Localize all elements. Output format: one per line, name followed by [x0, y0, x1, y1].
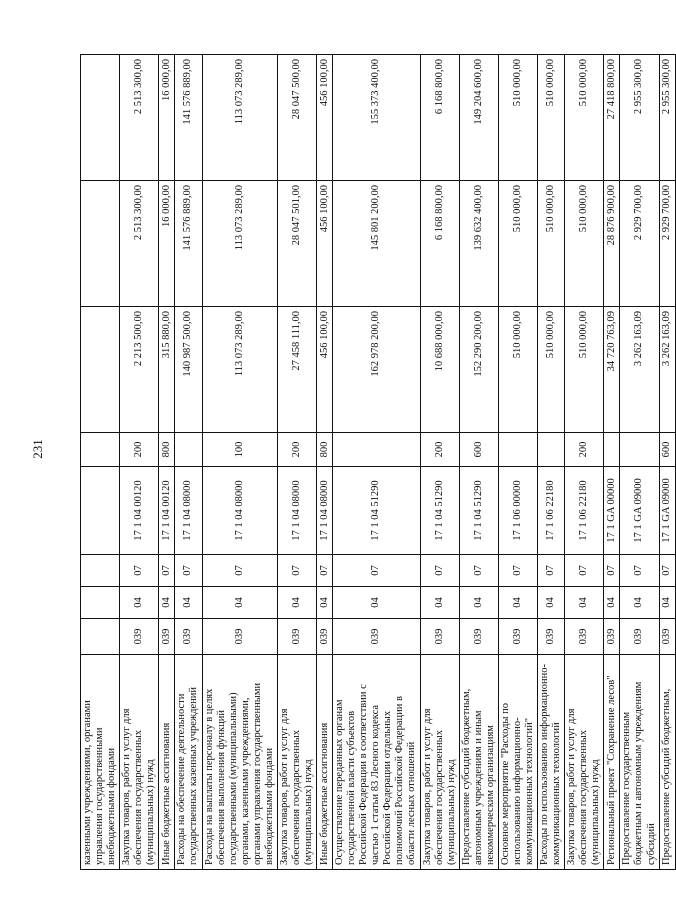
table-cell: [81, 619, 120, 655]
table-cell-amount: 140 987 500,00: [175, 307, 202, 433]
table-cell-amount: 2 513 300,00: [120, 55, 159, 181]
table-cell-amount: 2 955 300,00: [659, 55, 675, 181]
table-cell-amount: 10 688 000,00: [420, 307, 459, 433]
table-row: [659, 55, 675, 870]
table-cell: [81, 433, 120, 467]
table-cell-amount: 113 073 289,00: [202, 307, 277, 433]
table-cell-target: 17 1 GA 00000: [604, 467, 620, 555]
table-cell-section: 04: [538, 587, 565, 619]
table-cell-amount: 28 876 900,00: [604, 181, 620, 307]
table-cell-amount: 510 000,00: [538, 55, 565, 181]
table-cell-type: [604, 433, 620, 467]
table-cell-target: 17 1 04 08000: [202, 467, 277, 555]
table-cell: [81, 555, 120, 587]
table-cell-section: 04: [333, 587, 420, 619]
table-cell-name: Иные бюджетные ассигнования: [159, 655, 175, 870]
table-cell-amount: 510 000,00: [498, 181, 537, 307]
table-cell-amount: 510 000,00: [498, 55, 537, 181]
table-cell-code: 039: [317, 619, 333, 655]
table-cell-amount: 510 000,00: [538, 307, 565, 433]
table-row: [333, 55, 420, 870]
table-cell-section: 04: [317, 587, 333, 619]
table-cell-subsection: 07: [659, 555, 675, 587]
table-cell-section: 04: [120, 587, 159, 619]
table-cell-code: 039: [333, 619, 420, 655]
table-cell-amount: 141 576 889,00: [175, 55, 202, 181]
table-cell-amount: 16 000,00: [159, 55, 175, 181]
table-row: [538, 55, 565, 870]
table-row: [498, 55, 537, 870]
table-cell-amount: 3 262 163,09: [659, 307, 675, 433]
table-cell-type: [175, 433, 202, 467]
table-row: [175, 55, 202, 870]
table-cell-amount: 113 073 289,00: [202, 181, 277, 307]
table-row: [317, 55, 333, 870]
table-row: [202, 55, 277, 870]
table-cell-amount: 456 100,00: [317, 307, 333, 433]
table-row: [120, 55, 159, 870]
table-cell-name: Расходы на обеспечение деятельности государственных казенных учреждений: [175, 655, 202, 870]
table-cell: [81, 55, 120, 181]
table-cell-type: [498, 433, 537, 467]
table-cell-subsection: 07: [317, 555, 333, 587]
table-cell-code: 039: [659, 619, 675, 655]
table-cell-amount: 510 000,00: [565, 307, 604, 433]
table-cell-type: 200: [420, 433, 459, 467]
table-cell-type: 600: [459, 433, 498, 467]
table-cell-name: Предоставление государственным бюджетным и автономным учреждениям субсидий: [620, 655, 659, 870]
table-cell-type: [620, 433, 659, 467]
table-cell-amount: 510 000,00: [565, 55, 604, 181]
table-cell-subsection: 07: [333, 555, 420, 587]
table-cell-code: 039: [120, 619, 159, 655]
table-cell-target: 17 1 06 22180: [538, 467, 565, 555]
table-cell-amount: 145 801 200,00: [333, 181, 420, 307]
table-cell-code: 039: [175, 619, 202, 655]
table-cell-amount: 2 513 300,00: [120, 181, 159, 307]
table-cell-subsection: 07: [120, 555, 159, 587]
table-cell-amount: 510 000,00: [498, 307, 537, 433]
table-cell-amount: 510 000,00: [538, 181, 565, 307]
table-body: [81, 55, 676, 870]
table-cell-amount: 149 204 600,00: [459, 55, 498, 181]
table-cell-section: 04: [159, 587, 175, 619]
table-cell-target: 17 1 04 08000: [175, 467, 202, 555]
page-number: 231: [30, 439, 45, 459]
table-cell-type: 200: [120, 433, 159, 467]
table-cell-name: Предоставление субсидий бюджетным, автономным учреждениям и иным некоммерческим организациям: [459, 655, 498, 870]
table-cell-section: 04: [202, 587, 277, 619]
table-cell-name: Расходы на выплаты персоналу в целях обеспечения выполнения функций государственными (муниципальными) органами, казенными учреждениями, органами управления государственными внебюджетными фондами: [202, 655, 277, 870]
table-row-continuation: [81, 55, 120, 870]
table-row: [277, 55, 316, 870]
table-cell-code: 039: [202, 619, 277, 655]
table-cell-type: 100: [202, 433, 277, 467]
table-cell-type: [538, 433, 565, 467]
table-cell-target: 17 1 04 00120: [159, 467, 175, 555]
table-cell-type: 800: [159, 433, 175, 467]
table-cell-amount: 456 100,00: [317, 55, 333, 181]
table-row: [459, 55, 498, 870]
table-cell-amount: 28 047 500,00: [277, 55, 316, 181]
table-cell-name: Закупка товаров, работ и услуг для обеспечения государственных (муниципальных) нужд: [277, 655, 316, 870]
table-cell-name: Основное мероприятие "Расходы по использованию информационно-коммуникационных технологий": [498, 655, 537, 870]
table-cell-name: казенными учреждениями, органами управления государственными внебюджетными фондами: [81, 655, 120, 870]
table-cell-name: Расходы по использованию информационно-коммуникационных технологий: [538, 655, 565, 870]
table-cell-target: 17 1 04 51290: [420, 467, 459, 555]
table-row: [620, 55, 659, 870]
table-cell: [81, 587, 120, 619]
table-cell-section: 04: [604, 587, 620, 619]
table-cell-amount: 141 576 889,00: [175, 181, 202, 307]
table-cell-name: Иные бюджетные ассигнования: [317, 655, 333, 870]
table-cell-amount: 2 955 300,00: [620, 55, 659, 181]
table-row: [565, 55, 604, 870]
table-cell-target: 17 1 06 22180: [565, 467, 604, 555]
table-cell-subsection: 07: [498, 555, 537, 587]
table-cell-amount: 2 929 700,00: [620, 181, 659, 307]
table-cell-code: 039: [620, 619, 659, 655]
table-cell-amount: 113 073 289,00: [202, 55, 277, 181]
table-cell-subsection: 07: [420, 555, 459, 587]
table-cell-type: 600: [659, 433, 675, 467]
table-row: [604, 55, 620, 870]
table-row: [159, 55, 175, 870]
table-cell-target: 17 1 GA 09000: [659, 467, 675, 555]
table-cell-name: Осуществление переданных органам государственной власти субъектов Российской Федерации в соответствии с частью 1 статьи 83 Лесного кодекса Российской Федерации отдельных полномочий Российской Федерации в области лесных отношений: [333, 655, 420, 870]
table-cell-name: Закупка товаров, работ и услуг для обеспечения государственных (муниципальных) нужд: [120, 655, 159, 870]
table-cell-type: [333, 433, 420, 467]
table-cell-target: 17 1 06 00000: [498, 467, 537, 555]
table-cell: [81, 181, 120, 307]
table-row: [420, 55, 459, 870]
table-cell-amount: 34 720 763,09: [604, 307, 620, 433]
table-cell-amount: 510 000,00: [565, 181, 604, 307]
table-cell-section: 04: [277, 587, 316, 619]
table-cell-section: 04: [620, 587, 659, 619]
table-cell-subsection: 07: [604, 555, 620, 587]
table-cell-section: 04: [565, 587, 604, 619]
table-cell-amount: 315 880,00: [159, 307, 175, 433]
table-cell-amount: 3 262 163,09: [620, 307, 659, 433]
table-cell-code: 039: [459, 619, 498, 655]
table-cell-subsection: 07: [202, 555, 277, 587]
table-cell-section: 04: [420, 587, 459, 619]
table-cell-type: 800: [317, 433, 333, 467]
table-cell-code: 039: [277, 619, 316, 655]
table-cell-name: Предоставление субсидий бюджетным,: [659, 655, 675, 870]
table-cell-section: 04: [175, 587, 202, 619]
table-cell-code: 039: [498, 619, 537, 655]
table-cell-target: 17 1 04 00120: [120, 467, 159, 555]
table-cell-amount: 2 929 700,00: [659, 181, 675, 307]
table-cell-amount: 139 632 400,00: [459, 181, 498, 307]
table-cell-subsection: 07: [159, 555, 175, 587]
table-cell-name: Региональный проект "Сохранение лесов": [604, 655, 620, 870]
table-cell-section: 04: [659, 587, 675, 619]
table-cell-amount: 27 418 800,00: [604, 55, 620, 181]
table-cell-target: 17 1 GA 09000: [620, 467, 659, 555]
table-cell-subsection: 07: [565, 555, 604, 587]
table-cell-subsection: 07: [175, 555, 202, 587]
table-cell-section: 04: [459, 587, 498, 619]
table-cell-amount: 162 978 200,00: [333, 307, 420, 433]
budget-table: [80, 54, 676, 870]
rotated-content: [80, 55, 673, 870]
table-cell-type: 200: [565, 433, 604, 467]
table-cell-target: 17 1 04 51290: [333, 467, 420, 555]
table-cell-section: 04: [498, 587, 537, 619]
table-cell: [81, 467, 120, 555]
table-cell-target: 17 1 04 08000: [317, 467, 333, 555]
table-cell-amount: 16 000,00: [159, 181, 175, 307]
table-cell-amount: 2 213 500,00: [120, 307, 159, 433]
table-cell-name: Закупка товаров, работ и услуг для обеспечения государственных (муниципальных) нужд: [565, 655, 604, 870]
table-cell-amount: 152 290 200,00: [459, 307, 498, 433]
table-cell-amount: 456 100,00: [317, 181, 333, 307]
table-cell-target: 17 1 04 51290: [459, 467, 498, 555]
table-cell-amount: 6 168 800,00: [420, 55, 459, 181]
table-cell-amount: 28 047 501,00: [277, 181, 316, 307]
table-cell-subsection: 07: [538, 555, 565, 587]
table-cell-subsection: 07: [459, 555, 498, 587]
table-cell-code: 039: [565, 619, 604, 655]
table-cell-amount: 6 168 800,00: [420, 181, 459, 307]
table-cell-code: 039: [604, 619, 620, 655]
table-cell-code: 039: [538, 619, 565, 655]
table-cell-type: 200: [277, 433, 316, 467]
table-cell-amount: 155 373 400,00: [333, 55, 420, 181]
table-cell-amount: 27 458 111,00: [277, 307, 316, 433]
table-cell-code: 039: [159, 619, 175, 655]
table-cell-subsection: 07: [277, 555, 316, 587]
table-cell-name: Закупка товаров, работ и услуг для обеспечения государственных (муниципальных) нужд: [420, 655, 459, 870]
rotated-page: [80, 55, 673, 870]
table-cell: [81, 307, 120, 433]
table-cell-subsection: 07: [620, 555, 659, 587]
table-cell-target: 17 1 04 08000: [277, 467, 316, 555]
table-cell-code: 039: [420, 619, 459, 655]
